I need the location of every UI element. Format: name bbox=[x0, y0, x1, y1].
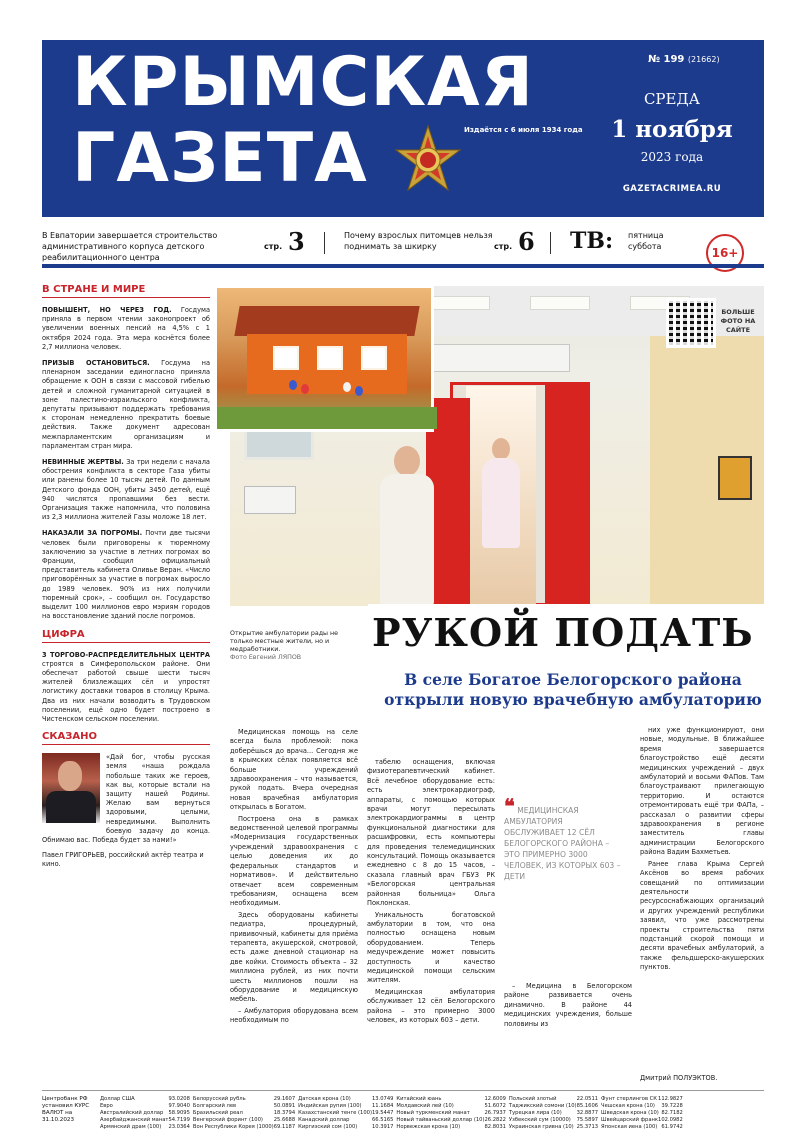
currency-name: Шведская крона (10) bbox=[601, 1110, 659, 1116]
currency-value: 39.7228 bbox=[661, 1103, 683, 1109]
qr-note: БОЛЬШЕ ФОТО НА САЙТЕ bbox=[720, 308, 756, 334]
currency-value: 10.3917 bbox=[371, 1124, 394, 1130]
rates-heading: Центробанк РФ установил КУРС ВАЛЮТ на 31.10.2023 bbox=[42, 1096, 90, 1123]
rate-row bbox=[100, 1103, 190, 1110]
age-rating-badge: 16+ bbox=[706, 234, 744, 272]
tv-days: пятница суббота bbox=[628, 231, 664, 251]
number-brief bbox=[42, 651, 210, 725]
article-headline: РУКОЙ ПОДАТЬ bbox=[372, 610, 754, 655]
paragraph: Построена она в рамках ведомственной целевой программы «Модернизация государственных учреждений здравоохранения с целью доведения их до федеральных стандартов и нормативов». И действительно отвечает всем современным требованиям, оснащена всем необходимым. bbox=[230, 814, 358, 908]
paragraph: Уникальность богатовской амбулатории в том, что она полностью оснащена новым оборудованием. Теперь медучреждение может повысить доступность и качество медицинской помощи сельским жителям. bbox=[367, 910, 495, 985]
currency-name: Венгерский форинт (100) bbox=[192, 1117, 263, 1123]
rate-row bbox=[396, 1103, 506, 1110]
brief-title: НЕВИННЫЕ ЖЕРТВЫ. bbox=[42, 458, 124, 467]
rate-row bbox=[601, 1117, 683, 1124]
currency-value: 29.1607 bbox=[273, 1096, 296, 1102]
currency-value: 82.7182 bbox=[661, 1110, 683, 1116]
news-brief bbox=[42, 529, 210, 621]
news-brief bbox=[42, 306, 210, 352]
rate-row bbox=[193, 1110, 295, 1117]
rates-column bbox=[601, 1096, 683, 1131]
rate-row bbox=[193, 1103, 295, 1110]
quote-author: Павел ГРИГОРЬЕВ, российский актёр театра и кино. bbox=[42, 851, 204, 869]
website-link[interactable]: GAZETACRIMEA.RU bbox=[622, 184, 722, 194]
section-heading: В СТРАНЕ И МИРЕ bbox=[42, 284, 146, 295]
currency-name: Турецкая лира (10) bbox=[508, 1110, 562, 1116]
currency-name: Норвежская крона (10) bbox=[396, 1124, 461, 1130]
currency-value: 32.8877 bbox=[576, 1110, 599, 1116]
issue-year: 2023 года bbox=[640, 150, 704, 164]
newspaper-page bbox=[42, 40, 764, 1130]
article-column-2 bbox=[367, 758, 495, 1027]
newspaper-title-line2: ГАЗЕТА bbox=[72, 119, 368, 198]
currency-value: 11.1684 bbox=[371, 1103, 394, 1109]
currency-name: Узбекский сум (10000) bbox=[508, 1117, 571, 1123]
currency-name: Японская иена (100) bbox=[601, 1124, 658, 1130]
paragraph: них уже функционируют, они новые, модульные. В ближайшее время завершается благоустройство ещё десяти медицинских учреждений – двух амбулаторий и восьми ФАПов. Там благоустраивают прилегающую территорию. И остаются отремонтировать ещё три ФАПа, – рассказал о развитии сферы здравоохранения в регионе заместитель главы администрации Белогорского района Вадим Бахметьев. bbox=[640, 726, 764, 857]
order-emblem-icon bbox=[392, 124, 464, 196]
currency-value: 50.0891 bbox=[273, 1103, 296, 1109]
pull-quote-text: МЕДИЦИНСКАЯ АМБУЛАТОРИЯ ОБСЛУЖИВАЕТ 12 СЁЛ БЕЛОГОРСКОГО РАЙОНА – ЭТО ПРИМЕРНО 3000 ЧЕЛОВЕК, ИЗ КОТОРЫХ 603 – ДЕТИ bbox=[504, 806, 621, 881]
issue-date: 1 ноября bbox=[611, 116, 733, 143]
section-rule bbox=[42, 744, 210, 745]
article-byline: Дмитрий ПОЛУЭКТОВ. bbox=[640, 1074, 718, 1082]
rates-grid bbox=[100, 1096, 764, 1131]
currency-name: Белорусский рубль bbox=[192, 1096, 246, 1102]
rate-row bbox=[601, 1110, 683, 1117]
paragraph: Медицинская помощь на селе всегда была проблемой: пока доберёшься до врача... Сегодня же в крымских сёлах появляется всё больше учреждений здравоохранения – что называется, рукой подать. Вчера очередная новая врачебная амбулатория открылась в Богатом. bbox=[230, 728, 358, 812]
section-rule bbox=[42, 642, 210, 643]
rate-row bbox=[193, 1124, 295, 1131]
currency-value: 19.5447 bbox=[371, 1110, 394, 1116]
rate-row bbox=[100, 1117, 190, 1124]
teaser-1-page-label: стр. bbox=[264, 242, 283, 251]
quote-author-photo bbox=[42, 753, 100, 823]
brief-text: Почти две тысячи человек были приговорены к тюремному заключению за участие в летних погромах во Франции, сообщил официальный представитель кабинета Оливье Веран. «Число приговорённых за участие в погромах выросло до 1989 человек. 90% из них получили тюремный срок», – сообщил он. Государство выделит 100 миллионов евро мэриям городов на восстановление зданий после погромов. bbox=[42, 529, 210, 621]
quote-text: «Дай бог, чтобы русская земля «наша рождала побольше таких же героев, как вы, которые встали на защиту нашей Родины. Желаю вам вернуться здоровыми, целыми, невредимыми. Выполнить боевую задачу до конца. Обнимаю вас. Победа будет за нами!» bbox=[42, 753, 210, 844]
newspaper-title-line1: КРЫМСКАЯ bbox=[72, 43, 535, 122]
currency-value: 12.6009 bbox=[484, 1096, 506, 1102]
currency-name: Индийская рупия (100) bbox=[298, 1103, 362, 1109]
brief-title: НАКАЗАЛИ ЗА ПОГРОМЫ. bbox=[42, 529, 143, 538]
rates-column bbox=[100, 1096, 190, 1131]
section-rule bbox=[42, 297, 210, 298]
rate-row bbox=[509, 1124, 598, 1131]
teaser-2-page-number[interactable]: 6 bbox=[518, 227, 535, 256]
currency-value: 61.9742 bbox=[661, 1124, 683, 1130]
quote-mark-icon: ❝ bbox=[504, 794, 515, 818]
brief-text: За три недели с начала обострения конфликта в секторе Газа убиты или ранены более 10 тысяч детей. По данным Детского фонда ООН, убиты 3450 детей, ещё 940 числятся пропавшими без вести. Организация также напомнила, что половина из 2,3 миллиона жителей Газы моложе 18 лет. bbox=[42, 458, 210, 522]
article-column-1 bbox=[230, 728, 358, 1028]
rate-row bbox=[509, 1110, 598, 1117]
currency-name: Польский злотый bbox=[508, 1096, 557, 1102]
paragraph: Медицинская амбулатория обслуживает 12 сёл Белогорского района – это примерно 3000 человек, из которых 603 – дети. bbox=[367, 987, 495, 1024]
currency-value: 54.7199 bbox=[168, 1117, 190, 1123]
currency-value: 58.9095 bbox=[168, 1110, 190, 1116]
rate-row bbox=[298, 1117, 393, 1124]
currency-value: 25.3713 bbox=[576, 1124, 599, 1130]
rate-row bbox=[601, 1103, 683, 1110]
currency-name: Швейцарский франк bbox=[601, 1117, 659, 1123]
currency-name: Бразильский реал bbox=[192, 1110, 243, 1116]
currency-value: 82.8031 bbox=[484, 1124, 506, 1130]
currency-name: Китайский юань bbox=[396, 1096, 442, 1102]
currency-name: Евро bbox=[100, 1103, 113, 1109]
weekday: СРЕДА bbox=[643, 90, 701, 108]
currency-value: 93.0208 bbox=[168, 1096, 190, 1102]
quote-block bbox=[42, 753, 210, 845]
number-text: строятся в Симферопольском районе. Они обеспечат работой свыше шести тысяч жителей близлежащих сёл и упростят логистику доставки товаров в столицу Крыма. Два из них начали возводить в Трудовском поселении, ещё одно будет построено в Чистенском сельском поселении. bbox=[42, 659, 210, 723]
rate-row bbox=[509, 1103, 598, 1110]
rate-row bbox=[601, 1096, 683, 1103]
issue-total: (21662) bbox=[687, 55, 720, 64]
rate-row bbox=[396, 1117, 506, 1124]
paragraph: Ранее глава Крыма Сергей Аксёнов во время рабочих совещаний по оптимизации деятельности ресурсоснабжающих организаций и других учреждений республики заявил, что уже рассмотрены проекты строительства пяти подстанций скорой помощи и десяти врачебных амбулаторий, а также фельдшерско-акушерских пунктов. bbox=[640, 859, 764, 972]
currency-name: Новый туркменский манат bbox=[396, 1110, 470, 1116]
rate-row bbox=[509, 1096, 598, 1103]
rate-row bbox=[298, 1110, 393, 1117]
currency-name: Канадский доллар bbox=[298, 1117, 350, 1123]
currency-name: Армянский драм (100) bbox=[100, 1124, 162, 1130]
paragraph: – Медицина в Белогорском районе развивается очень динамично. В районе 44 медицинских учреждения, больше половины из bbox=[504, 982, 632, 1028]
currency-name: Казахстанский тенге (100) bbox=[298, 1110, 372, 1116]
founded-note: Издаётся с 6 июля 1934 года bbox=[464, 126, 583, 134]
rate-row bbox=[298, 1124, 393, 1131]
currency-value: 18.3794 bbox=[273, 1110, 296, 1116]
rates-column bbox=[396, 1096, 506, 1131]
article-subheadline: В селе Богатое Белогорского района открыли новую врачебную амбулаторию bbox=[384, 670, 762, 709]
rate-row bbox=[100, 1096, 190, 1103]
currency-name: Новый тайваньский доллар (10) bbox=[396, 1117, 485, 1123]
rate-row bbox=[509, 1117, 598, 1124]
currency-name: Украинская гривна (10) bbox=[508, 1124, 574, 1130]
currency-name: Датская крона (10) bbox=[298, 1096, 351, 1102]
caption-text: Открытие амбулатории рады не только местные жители, но и медработники. bbox=[230, 630, 339, 653]
currency-name: Австралийский доллар bbox=[100, 1110, 164, 1116]
photo-credit: Фото Евгений ЛЯПОВ bbox=[230, 654, 302, 661]
teaser-1-page-number[interactable]: 3 bbox=[288, 227, 305, 256]
rate-row bbox=[298, 1103, 393, 1110]
photo-caption bbox=[230, 630, 360, 662]
air-conditioner bbox=[430, 344, 570, 372]
rate-row bbox=[100, 1124, 190, 1131]
currency-value: 23.0364 bbox=[168, 1124, 190, 1130]
news-brief bbox=[42, 458, 210, 522]
brief-text: Госдума приняла в первом чтении законопроект об увеличении военных пенсий на 4,5% с 1 октября 2024 года. Эта мера коснётся более 2,7 миллиона человек. bbox=[42, 306, 210, 351]
header-rule bbox=[42, 264, 764, 268]
rate-row bbox=[396, 1096, 506, 1103]
currency-value: 51.6072 bbox=[484, 1103, 506, 1109]
article-column-4 bbox=[640, 726, 764, 975]
currency-name: Фунт стерлингов СК bbox=[601, 1096, 657, 1102]
currency-value: 69.1187 bbox=[273, 1124, 296, 1130]
currency-name: Таджикский сомони (10) bbox=[508, 1103, 577, 1109]
rate-row bbox=[193, 1096, 295, 1103]
divider bbox=[324, 232, 325, 254]
tv-label[interactable]: ТВ: bbox=[570, 228, 614, 254]
qr-code[interactable] bbox=[666, 298, 716, 348]
currency-value: 22.0511 bbox=[576, 1096, 599, 1102]
currency-name: Киргизский сом (100) bbox=[298, 1124, 358, 1130]
teaser-1-text[interactable]: В Евпатории завершается строительство административного корпуса детского реабилитационного центра bbox=[42, 231, 218, 262]
currency-rates bbox=[42, 1090, 764, 1130]
brief-text: Госдума на пленарном заседании единогласно приняла обращение к ООН в связи с массовой гибелью детей и сложной гуманитарной ситуацией в зоне палестино-израильского конфликта, депутаты призывают поддержать требования к сторонам немедленно прекратить боевые действия. Также документ адресован межпарламентским организациям и парламентам стран мира. bbox=[42, 359, 210, 450]
masthead bbox=[42, 40, 764, 217]
rates-column bbox=[509, 1096, 598, 1131]
currency-value: 112.9827 bbox=[658, 1096, 683, 1102]
currency-value: 25.6688 bbox=[273, 1117, 296, 1123]
rates-column bbox=[193, 1096, 295, 1131]
currency-value: 75.5897 bbox=[576, 1117, 599, 1123]
rate-row bbox=[396, 1124, 506, 1131]
currency-name: Молдавский лей (10) bbox=[396, 1103, 454, 1109]
rate-row bbox=[601, 1124, 683, 1131]
rate-row bbox=[100, 1110, 190, 1117]
paragraph: Здесь оборудованы кабинеты педиатра, процедурный, прививочный, кабинеты для приёма терапевта, акушерской, смотровой, есть даже дневной стационар на две койки. Стоимость объекта – 32 миллиона рублей, из них почти шесть миллионов пошли на оборудование и медицинскую мебель. bbox=[230, 910, 358, 1004]
article-column-3 bbox=[504, 982, 632, 1031]
currency-name: Болгарский лев bbox=[192, 1103, 237, 1109]
inset-photo-building bbox=[214, 285, 434, 432]
brief-title: ПОВЫШЕНТ, НО ЧЕРЕЗ ГОД. bbox=[42, 306, 172, 314]
paragraph: табелю оснащения, включая физиотерапевтический кабинет. Всё лечебное оборудование есть: есть электрокардиограф, аппараты, с помощью которых врачи могут пересылать электрокардиограммы в центр функциональной диагностики для расшифровки, есть компьютеры для проведения телемедицинских консультаций. Помощь оказывается ежедневно с 8 до 15 часов, – сказала главный врач ГБУЗ РК «Белогорская центральная районная больница» Ольга Поклонская. bbox=[367, 758, 495, 908]
currency-name: Чешская крона (10) bbox=[601, 1103, 655, 1109]
paragraph: – Амбулатория оборудована всем необходимым по bbox=[230, 1006, 358, 1025]
rate-row bbox=[396, 1110, 506, 1117]
issue-number bbox=[648, 54, 720, 65]
rate-row bbox=[193, 1117, 295, 1124]
currency-value: 66.5165 bbox=[371, 1117, 394, 1123]
divider bbox=[550, 232, 551, 254]
currency-value: 13.0749 bbox=[371, 1096, 394, 1102]
news-brief bbox=[42, 359, 210, 451]
currency-value: 85.1606 bbox=[576, 1103, 599, 1109]
number-title: 3 ТОРГОВО-РАСПРЕДЕЛИТЕЛЬНЫХ ЦЕНТРА bbox=[42, 650, 210, 659]
currency-value: 102.0982 bbox=[658, 1117, 683, 1123]
section-heading: СКАЗАНО bbox=[42, 731, 97, 743]
teaser-2-page-label: стр. bbox=[494, 242, 513, 251]
currency-name: Вон Республики Корея (1000) bbox=[192, 1124, 274, 1130]
rate-row bbox=[298, 1096, 393, 1103]
currency-value: 97.9040 bbox=[168, 1103, 190, 1109]
left-column bbox=[42, 284, 210, 869]
teaser-2-text[interactable]: Почему взрослых питомцев нельзя поднимать за шкирку bbox=[344, 231, 493, 251]
rates-column bbox=[298, 1096, 393, 1131]
currency-name: Доллар США bbox=[100, 1096, 135, 1102]
brief-title: ПРИЗЫВ ОСТАНОВИТЬСЯ. bbox=[42, 359, 150, 368]
currency-value: 26.7937 bbox=[484, 1110, 506, 1116]
currency-value: 26.2822 bbox=[484, 1117, 506, 1123]
pull-quote bbox=[504, 794, 622, 882]
section-heading: ЦИФРА bbox=[42, 628, 85, 640]
issue-no: № 199 bbox=[648, 54, 685, 65]
currency-name: Азербайджанский манат bbox=[100, 1117, 169, 1123]
